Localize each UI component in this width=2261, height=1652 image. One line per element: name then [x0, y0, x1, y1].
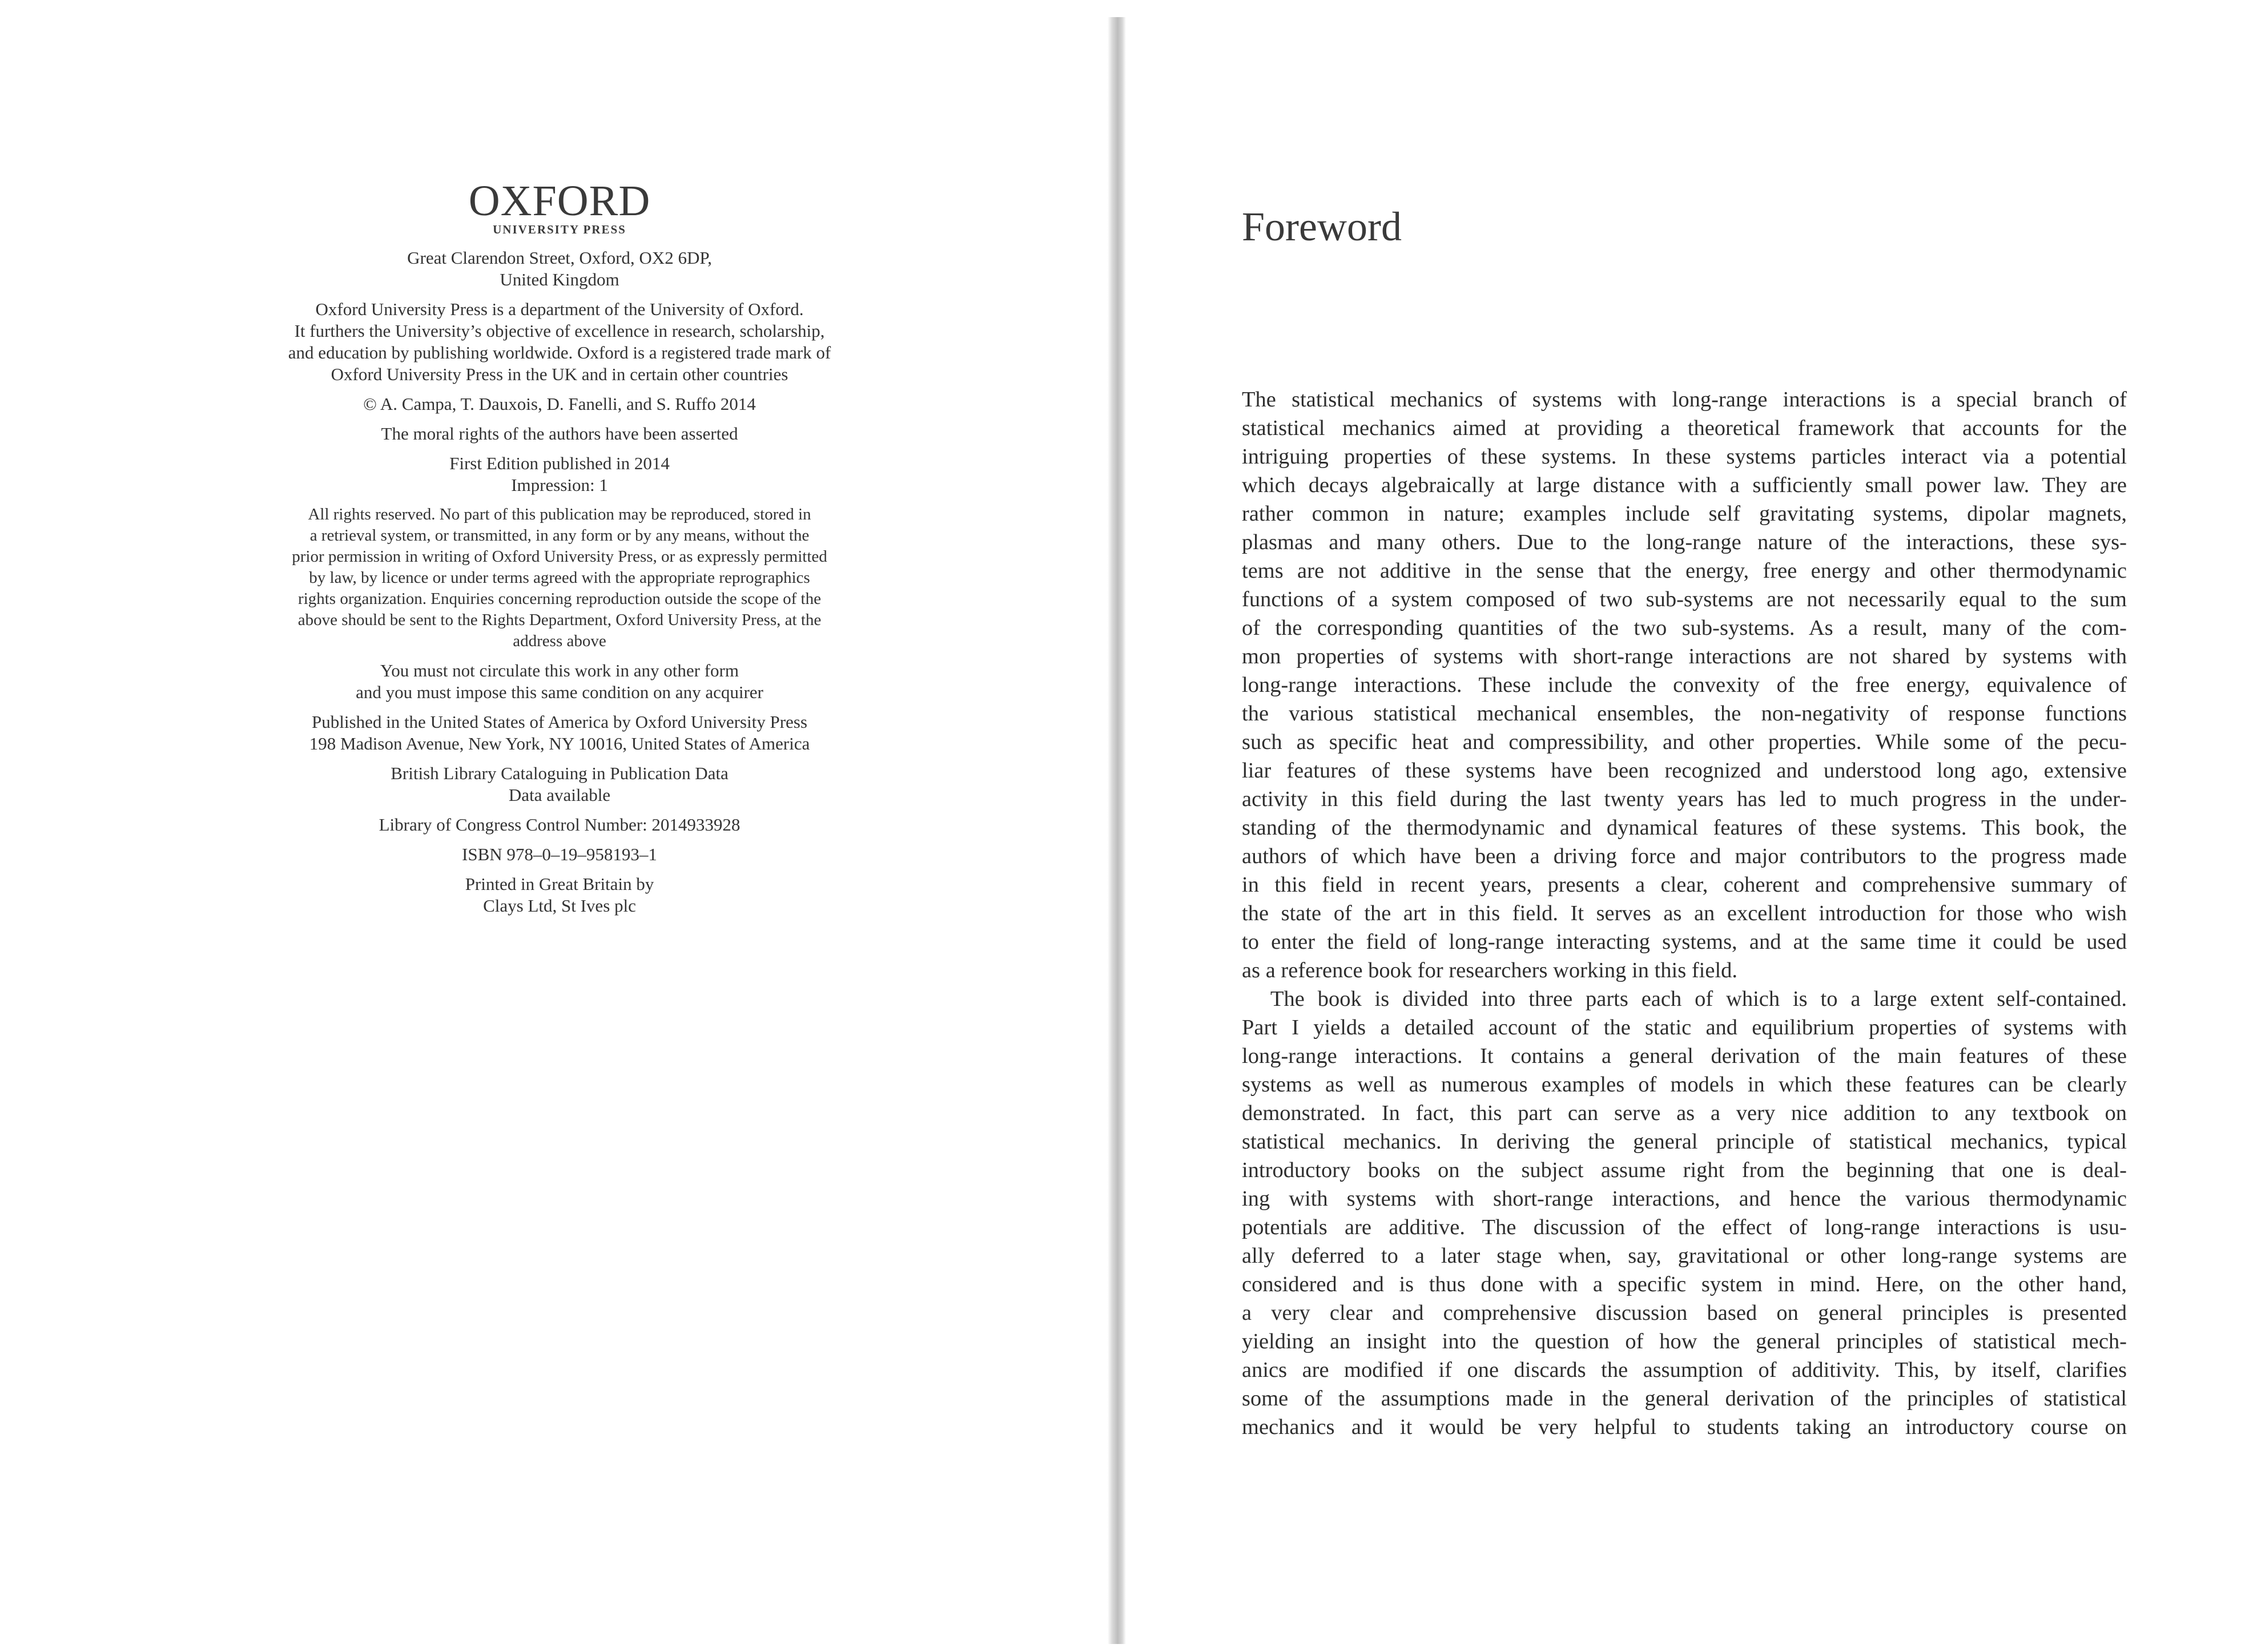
text-line: statistical mechanics aimed at providing a theoretical framework that accounts for the: [1242, 416, 2127, 440]
lccn: Library of Congress Control Number: 2014933928: [379, 815, 741, 835]
printer-line: Printed in Great Britain by: [465, 874, 654, 894]
text-line: demonstrated. In fact, this part can serve as a very nice addition to any textbook on: [1242, 1101, 2127, 1125]
edition-info: [217, 453, 902, 496]
text-line: potentials are additive. The discussion of the effect of long-range interactions is usu-: [1242, 1215, 2127, 1239]
publisher-address: [217, 247, 902, 291]
text-line: anics are modified if one discards the assumption of additivity. This, by itself, clarifies: [1242, 1358, 2127, 1382]
circulation-line: You must not circulate this work in any other form: [380, 660, 739, 680]
text-line: Part I yields a detailed account of the static and equilibrium properties of systems with: [1242, 1016, 2127, 1039]
usa-publisher: [217, 711, 902, 755]
text-line: some of the assumptions made in the general derivation of the principles of statistical: [1242, 1387, 2127, 1411]
text-line: mon properties of systems with short-range interactions are not shared by systems with: [1242, 644, 2127, 668]
text-line: long-range interactions. These include the convexity of the free energy, equivalence of: [1242, 673, 2127, 697]
imprint-block: [217, 177, 902, 925]
printer-info: [217, 873, 902, 917]
text-line: such as specific heat and compressibility, and other properties. While some of the pecu-: [1242, 730, 2127, 754]
text-line: to enter the field of long-range interacting systems, and at the same time it could be used: [1242, 930, 2127, 954]
edition-line: First Edition published in 2014: [449, 453, 670, 473]
text-line: intriguing properties of these systems. In these systems particles interact via a potential: [1242, 445, 2127, 469]
imprint-page: [0, 0, 1113, 1652]
foreword-body: [1242, 385, 2127, 1441]
moral-rights: The moral rights of the authors have been asserted: [381, 424, 738, 444]
text-line: The statistical mechanics of systems with long-range interactions is a special branch of: [1242, 388, 2127, 412]
text-line: introductory books on the subject assume right from the beginning that one is deal-: [1242, 1158, 2127, 1182]
impression-line: Impression: 1: [511, 475, 608, 495]
rights-line: a retrieval system, or transmitted, in any form or by any means, without the: [309, 526, 810, 545]
text-line: ally deferred to a later stage when, say, gravitational or other long-range systems are: [1242, 1244, 2127, 1268]
circulation-line: and you must impose this same condition on any acquirer: [356, 682, 763, 702]
text-line: tems are not additive in the sense that the energy, free energy and other thermodynamic: [1242, 559, 2127, 583]
text-line: the state of the art in this field. It serves as an excellent introduction for those who wish: [1242, 901, 2127, 925]
about-line: It furthers the University’s objective of excellence in research, scholarship,: [294, 321, 825, 341]
cataloguing-data: [217, 763, 902, 806]
text-line: the various statistical mechanical ensembles, the non-negativity of response functions: [1242, 702, 2127, 726]
about-line: and education by publishing worldwide. Oxford is a registered trade mark of: [288, 343, 831, 362]
text-line: authors of which have been a driving force and major contributors to the progress made: [1242, 844, 2127, 868]
text-line: which decays algebraically at large distance with a sufficiently small power law. They are: [1242, 473, 2127, 497]
address-line: United Kingdom: [500, 269, 619, 289]
text-line: rather common in nature; examples include self gravitating systems, dipolar magnets,: [1242, 502, 2127, 526]
logo-subtitle: UNIVERSITY PRESS: [493, 223, 626, 236]
text-line: ing with systems with short-range interactions, and hence the various thermodynamic: [1242, 1187, 2127, 1211]
text-line: mechanics and it would be very helpful to students taking an introductory course on: [1242, 1415, 2127, 1439]
text-line: considered and is thus done with a specific system in mind. Here, on the other hand,: [1242, 1272, 2127, 1296]
paragraph-2: [1242, 985, 2127, 1441]
text-line: in this field in recent years, presents a clear, coherent and comprehensive summary of: [1242, 873, 2127, 897]
book-gutter: [1108, 17, 1126, 1644]
about-line: Oxford University Press in the UK and in certain other countries: [331, 364, 788, 384]
publisher-about: [217, 299, 902, 385]
rights-line: prior permission in writing of Oxford University Press, or as expressly permitted: [292, 547, 827, 566]
usa-line: Published in the United States of America by Oxford University Press: [312, 712, 807, 732]
logo-name: OXFORD: [468, 177, 651, 225]
text-line: as a reference book for researchers working in this field.: [1242, 958, 1738, 982]
rights-line: rights organization. Enquiries concerning reproduction outside the scope of the: [298, 590, 821, 608]
text-line: statistical mechanics. In deriving the general principle of statistical mechanics, typical: [1242, 1130, 2127, 1154]
cataloguing-line: British Library Cataloguing in Publication Data: [391, 763, 729, 783]
foreword-page: [1128, 0, 2261, 1652]
paragraph-1: [1242, 385, 2127, 985]
rights-line: by law, by licence or under terms agreed with the appropriate reprographics: [309, 569, 810, 587]
circulation-notice: [217, 660, 902, 703]
rights-line: above should be sent to the Rights Department, Oxford University Press, at the: [297, 611, 822, 629]
text-line: activity in this field during the last twenty years has led to much progress in the under-: [1242, 787, 2127, 811]
printer-line: Clays Ltd, St Ives plc: [483, 896, 636, 916]
address-line: Great Clarendon Street, Oxford, OX2 6DP,: [407, 248, 712, 268]
about-line: Oxford University Press is a department of the University of Oxford.: [315, 299, 804, 319]
copyright-notice: © A. Campa, T. Dauxois, D. Fanelli, and S. Ruffo 2014: [363, 394, 756, 414]
rights-reserved: [217, 504, 902, 652]
text-line: yielding an insight into the question of how the general principles of statistical mech-: [1242, 1329, 2127, 1353]
text-line: The book is divided into three parts each of which is to a large extent self-contained.: [1270, 987, 2127, 1011]
usa-line: 198 Madison Avenue, New York, NY 10016, United States of America: [309, 734, 810, 754]
text-line: functions of a system composed of two sub-systems are not necessarily equal to the sum: [1242, 587, 2127, 611]
text-line: of the corresponding quantities of the two sub-systems. As a result, many of the com-: [1242, 616, 2127, 640]
rights-line: address above: [513, 632, 606, 650]
isbn: ISBN 978–0–19–958193–1: [462, 844, 657, 864]
text-line: liar features of these systems have been recognized and understood long ago, extensive: [1242, 759, 2127, 783]
publisher-logo: [217, 177, 902, 237]
text-line: standing of the thermodynamic and dynamical features of these systems. This book, the: [1242, 816, 2127, 840]
text-line: long-range interactions. It contains a general derivation of the main features of these: [1242, 1044, 2127, 1068]
chapter-title: Foreword: [1242, 204, 1402, 249]
text-line: plasmas and many others. Due to the long-range nature of the interactions, these sys-: [1242, 530, 2127, 554]
text-line: systems as well as numerous examples of models in which these features can be clearly: [1242, 1073, 2127, 1097]
text-line: a very clear and comprehensive discussion based on general principles is presented: [1242, 1301, 2127, 1325]
cataloguing-line: Data available: [508, 785, 611, 805]
rights-line: All rights reserved. No part of this publication may be reproduced, stored in: [308, 505, 811, 523]
